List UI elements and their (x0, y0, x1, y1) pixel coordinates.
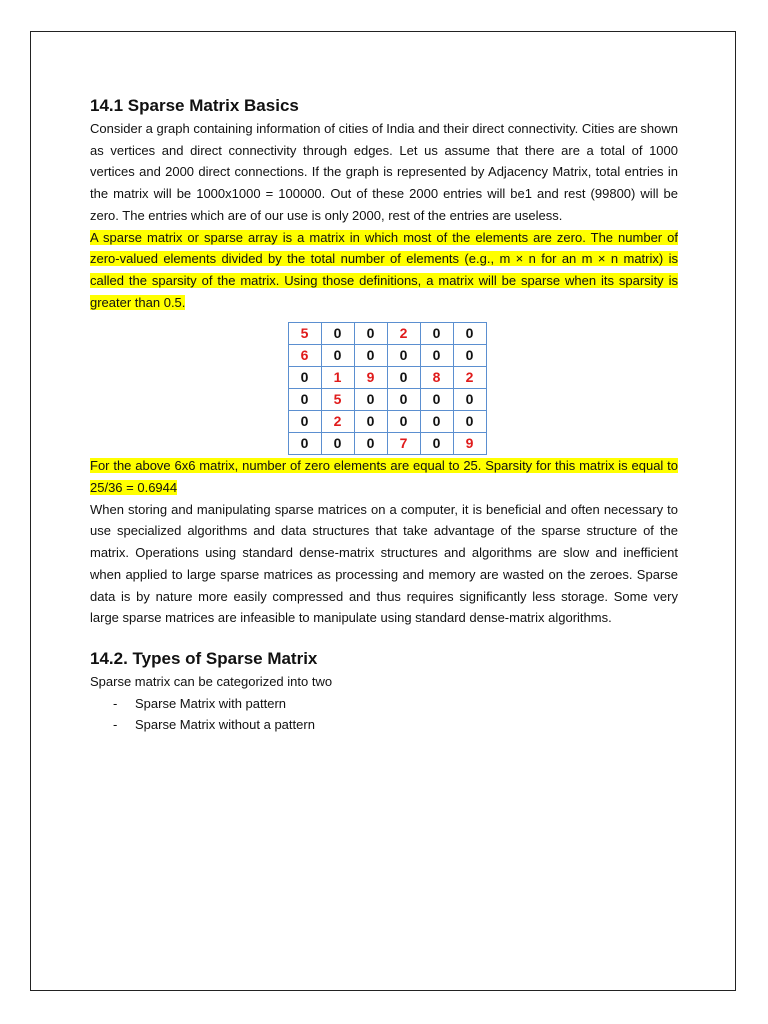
paragraph-storage-algorithms: When storing and manipulating sparse matrices on a computer, it is beneficial and often necessary to use specialized algorithms and data structures that take advantage of the sparse structure of the matrix. Operations using standard dense-matrix structures and algorithms are slow and inefficient when applied to large sparse matrices as processing and memory are wasted on the zeroes. Sparse data is by nature more easily compressed and thus requires significantly less storage. Some very large sparse matrices are infeasible to manipulate using standard dense-matrix algorithms. (90, 501, 678, 626)
paragraph-sparsity-result (90, 455, 678, 498)
matrix-cell: 9 (453, 433, 486, 455)
matrix-row (288, 433, 486, 455)
paragraph-sparse-definition (90, 227, 678, 314)
matrix-cell: 0 (354, 323, 387, 345)
list-bullet: - (113, 695, 118, 711)
list-item (113, 693, 678, 715)
matrix-cell: 0 (387, 345, 420, 367)
matrix-cell: 0 (354, 411, 387, 433)
matrix-cell: 0 (354, 433, 387, 455)
matrix-cell: 0 (387, 389, 420, 411)
matrix-row (288, 367, 486, 389)
matrix-cell: 0 (354, 345, 387, 367)
matrix-cell: 0 (453, 411, 486, 433)
matrix-container (96, 322, 678, 455)
matrix-row (288, 323, 486, 345)
matrix-row (288, 389, 486, 411)
matrix-cell: 0 (288, 433, 321, 455)
matrix-cell: 0 (420, 389, 453, 411)
matrix-cell: 0 (321, 433, 354, 455)
section-heading-sparse-matrix-basics: 14.1 Sparse Matrix Basics (90, 96, 299, 115)
list-bullet: - (113, 717, 118, 733)
matrix-cell: 0 (288, 367, 321, 389)
matrix-cell: 8 (420, 367, 453, 389)
sparse-matrix-table (288, 322, 487, 455)
matrix-cell: 0 (321, 323, 354, 345)
matrix-cell: 0 (453, 389, 486, 411)
matrix-cell: 2 (321, 411, 354, 433)
matrix-cell: 0 (453, 345, 486, 367)
matrix-cell: 0 (387, 411, 420, 433)
matrix-cell: 0 (420, 345, 453, 367)
list-item-label: Sparse Matrix with pattern (135, 695, 287, 711)
matrix-cell: 6 (288, 345, 321, 367)
matrix-cell: 0 (420, 411, 453, 433)
matrix-cell: 7 (387, 433, 420, 455)
matrix-row (288, 411, 486, 433)
highlighted-text: A sparse matrix or sparse array is a matrix in which most of the elements are zero. The number of zero-valued elements divided by the total number of elements (e.g., m × n for an m × n matrix) is called the sparsity of the matrix. Using those definitions, a matrix will be sparse when its sparsity is greater than 0.5. (90, 229, 678, 310)
section-heading-types-of-sparse-matrix: 14.2. Types of Sparse Matrix (90, 648, 318, 668)
paragraph-types-intro: Sparse matrix can be categorized into two (90, 673, 333, 689)
matrix-cell: 2 (453, 367, 486, 389)
document-content (90, 94, 678, 736)
matrix-cell: 0 (288, 389, 321, 411)
matrix-cell: 0 (321, 345, 354, 367)
matrix-cell: 0 (453, 323, 486, 345)
list-item-label: Sparse Matrix without a pattern (135, 717, 315, 733)
matrix-cell: 0 (354, 389, 387, 411)
matrix-cell: 0 (387, 367, 420, 389)
list-item (113, 714, 678, 736)
matrix-cell: 9 (354, 367, 387, 389)
types-list (90, 693, 678, 736)
matrix-cell: 0 (420, 323, 453, 345)
paragraph-graph-example: Consider a graph containing information of cities of India and their direct connectivity. Cities are shown as vertices and direct connectivity through edges. Let us assume that there are a total of 1000 vertices and 2000 direct connections. If the graph is represented by Adjacency Matrix, total entries in the matrix will be 1000x1000 = 100000. Out of these 2000 entries will be1 and rest (99800) will be zero. The entries which are of our use is only 2000, rest of the entries are useless. (90, 121, 678, 223)
matrix-cell: 5 (288, 323, 321, 345)
highlighted-text: For the above 6x6 matrix, number of zero elements are equal to 25. Sparsity for this matrix is equal to 25/36 = 0.6944 (90, 458, 678, 496)
matrix-cell: 0 (420, 433, 453, 455)
matrix-cell: 5 (321, 389, 354, 411)
matrix-cell: 0 (288, 411, 321, 433)
matrix-row (288, 345, 486, 367)
matrix-cell: 1 (321, 367, 354, 389)
matrix-cell: 2 (387, 323, 420, 345)
